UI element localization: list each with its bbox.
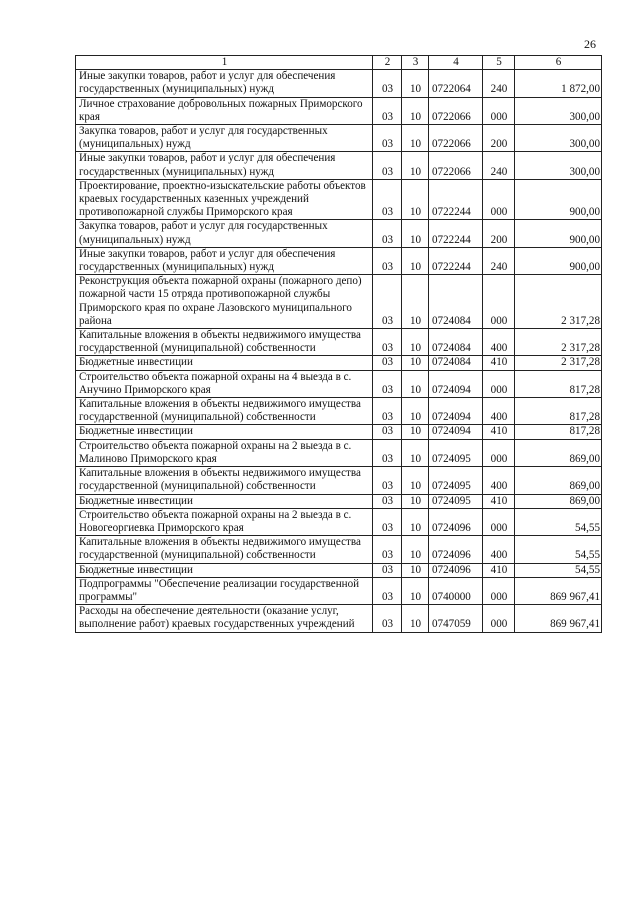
row-expense-type: 000 [483,605,515,632]
row-subsection-code: 10 [402,125,429,152]
row-section-code: 03 [373,494,402,508]
table-row [76,536,602,563]
column-header-1: 1 [76,56,373,70]
row-amount: 300,00 [515,97,602,124]
row-expense-type: 240 [483,70,515,97]
row-amount: 900,00 [515,179,602,220]
row-subsection-code: 10 [402,494,429,508]
row-amount: 817,28 [515,370,602,397]
row-amount: 2 317,28 [515,275,602,329]
row-target-article: 0724096 [429,563,483,577]
row-expense-type: 000 [483,97,515,124]
row-amount: 869,00 [515,467,602,494]
row-expense-type: 410 [483,356,515,370]
row-description: Проектирование, проектно-изыскательские работы объектов краевых государственных казенных учреждений противопожарной службы Приморского края [76,179,373,220]
row-section-code: 03 [373,536,402,563]
row-description: Капитальные вложения в объекты недвижимого имущества государственной (муниципальной) собственности [76,467,373,494]
row-expense-type: 400 [483,398,515,425]
row-target-article: 0724084 [429,275,483,329]
row-target-article: 0724095 [429,494,483,508]
row-target-article: 0722064 [429,70,483,97]
row-description: Расходы на обеспечение деятельности (оказание услуг, выполнение работ) краевых государственных учреждений [76,605,373,632]
table-body [76,70,602,632]
table-row [76,329,602,356]
row-amount: 54,55 [515,508,602,535]
row-expense-type: 240 [483,247,515,274]
row-expense-type: 000 [483,370,515,397]
row-description: Закупка товаров, работ и услуг для государственных (муниципальных) нужд [76,125,373,152]
row-subsection-code: 10 [402,329,429,356]
row-target-article: 0724084 [429,329,483,356]
row-amount: 54,55 [515,563,602,577]
row-expense-type: 000 [483,275,515,329]
row-description: Личное страхование добровольных пожарных Приморского края [76,97,373,124]
row-target-article: 0724094 [429,398,483,425]
table-row [76,577,602,604]
row-section-code: 03 [373,370,402,397]
row-description: Капитальные вложения в объекты недвижимого имущества государственной (муниципальной) собственности [76,536,373,563]
row-subsection-code: 10 [402,605,429,632]
row-description: Строительство объекта пожарной охраны на 2 выезда в с. Новогеоргиевка Приморского края [76,508,373,535]
row-subsection-code: 10 [402,439,429,466]
row-section-code: 03 [373,179,402,220]
row-subsection-code: 10 [402,356,429,370]
row-subsection-code: 10 [402,275,429,329]
table-row [76,247,602,274]
header-row [76,56,602,70]
row-description: Иные закупки товаров, работ и услуг для обеспечения государственных (муниципальных) нужд [76,152,373,179]
row-target-article: 0724084 [429,356,483,370]
row-subsection-code: 10 [402,536,429,563]
row-amount: 817,28 [515,425,602,439]
row-description: Иные закупки товаров, работ и услуг для обеспечения государственных (муниципальных) нужд [76,247,373,274]
row-description: Бюджетные инвестиции [76,356,373,370]
row-expense-type: 400 [483,467,515,494]
row-section-code: 03 [373,605,402,632]
row-description: Бюджетные инвестиции [76,563,373,577]
row-target-article: 0722066 [429,125,483,152]
row-section-code: 03 [373,467,402,494]
row-amount: 900,00 [515,220,602,247]
table-row [76,398,602,425]
row-section-code: 03 [373,439,402,466]
table-row [76,494,602,508]
table-row [76,275,602,329]
row-subsection-code: 10 [402,152,429,179]
row-section-code: 03 [373,508,402,535]
page-number: 26 [584,37,596,51]
row-amount: 2 317,28 [515,356,602,370]
row-expense-type: 240 [483,152,515,179]
row-target-article: 0724095 [429,467,483,494]
row-description: Иные закупки товаров, работ и услуг для обеспечения государственных (муниципальных) нужд [76,70,373,97]
row-expense-type: 000 [483,577,515,604]
column-header-2: 2 [373,56,402,70]
row-amount: 869 967,41 [515,605,602,632]
row-amount: 54,55 [515,536,602,563]
row-section-code: 03 [373,275,402,329]
row-subsection-code: 10 [402,467,429,494]
table-row [76,70,602,97]
column-header-3: 3 [402,56,429,70]
table-row [76,220,602,247]
row-expense-type: 410 [483,563,515,577]
row-section-code: 03 [373,425,402,439]
row-section-code: 03 [373,220,402,247]
table-row [76,467,602,494]
row-target-article: 0724095 [429,439,483,466]
table-row [76,605,602,632]
table-header [76,56,602,70]
row-section-code: 03 [373,152,402,179]
row-subsection-code: 10 [402,398,429,425]
row-amount: 300,00 [515,125,602,152]
row-subsection-code: 10 [402,508,429,535]
row-target-article: 0722244 [429,179,483,220]
row-amount: 1 872,00 [515,70,602,97]
row-description: Реконструкция объекта пожарной охраны (пожарного депо) пожарной части 15 отряда противопожарной службы Приморского края по охране Лазовского муниципального района [76,275,373,329]
column-header-6: 6 [515,56,602,70]
row-target-article: 0722066 [429,152,483,179]
row-subsection-code: 10 [402,179,429,220]
row-subsection-code: 10 [402,425,429,439]
row-subsection-code: 10 [402,220,429,247]
row-amount: 817,28 [515,398,602,425]
row-amount: 869,00 [515,494,602,508]
budget-table [75,55,602,633]
row-expense-type: 410 [483,494,515,508]
row-expense-type: 000 [483,439,515,466]
table-row [76,508,602,535]
row-description: Подпрограммы "Обеспечение реализации государственной программы" [76,577,373,604]
row-expense-type: 200 [483,220,515,247]
row-amount: 900,00 [515,247,602,274]
row-expense-type: 000 [483,179,515,220]
row-expense-type: 410 [483,425,515,439]
row-target-article: 0724094 [429,370,483,397]
table-row [76,356,602,370]
row-description: Капитальные вложения в объекты недвижимого имущества государственной (муниципальной) собственности [76,398,373,425]
row-target-article: 0747059 [429,605,483,632]
table-row [76,179,602,220]
row-amount: 869 967,41 [515,577,602,604]
row-target-article: 0724094 [429,425,483,439]
row-description: Строительство объекта пожарной охраны на 4 выезда в с. Анучино Приморского края [76,370,373,397]
row-target-article: 0740000 [429,577,483,604]
row-amount: 869,00 [515,439,602,466]
table-row [76,370,602,397]
column-header-5: 5 [483,56,515,70]
row-subsection-code: 10 [402,370,429,397]
row-target-article: 0722066 [429,97,483,124]
row-description: Бюджетные инвестиции [76,425,373,439]
row-description: Бюджетные инвестиции [76,494,373,508]
row-section-code: 03 [373,398,402,425]
row-section-code: 03 [373,125,402,152]
row-section-code: 03 [373,247,402,274]
row-description: Капитальные вложения в объекты недвижимого имущества государственной (муниципальной) собственности [76,329,373,356]
row-section-code: 03 [373,97,402,124]
row-target-article: 0724096 [429,508,483,535]
column-header-4: 4 [429,56,483,70]
row-section-code: 03 [373,70,402,97]
table-row [76,152,602,179]
row-amount: 300,00 [515,152,602,179]
row-target-article: 0724096 [429,536,483,563]
row-target-article: 0722244 [429,247,483,274]
table-row [76,125,602,152]
table-row [76,97,602,124]
table-row [76,563,602,577]
table-row [76,439,602,466]
row-expense-type: 000 [483,508,515,535]
row-target-article: 0722244 [429,220,483,247]
row-description: Строительство объекта пожарной охраны на 2 выезда в с. Малиново Приморского края [76,439,373,466]
row-subsection-code: 10 [402,247,429,274]
row-subsection-code: 10 [402,577,429,604]
row-expense-type: 200 [483,125,515,152]
table-row [76,425,602,439]
row-subsection-code: 10 [402,563,429,577]
row-description: Закупка товаров, работ и услуг для государственных (муниципальных) нужд [76,220,373,247]
row-expense-type: 400 [483,536,515,563]
row-section-code: 03 [373,577,402,604]
row-section-code: 03 [373,563,402,577]
row-subsection-code: 10 [402,97,429,124]
row-section-code: 03 [373,356,402,370]
row-section-code: 03 [373,329,402,356]
row-subsection-code: 10 [402,70,429,97]
row-amount: 2 317,28 [515,329,602,356]
row-expense-type: 400 [483,329,515,356]
